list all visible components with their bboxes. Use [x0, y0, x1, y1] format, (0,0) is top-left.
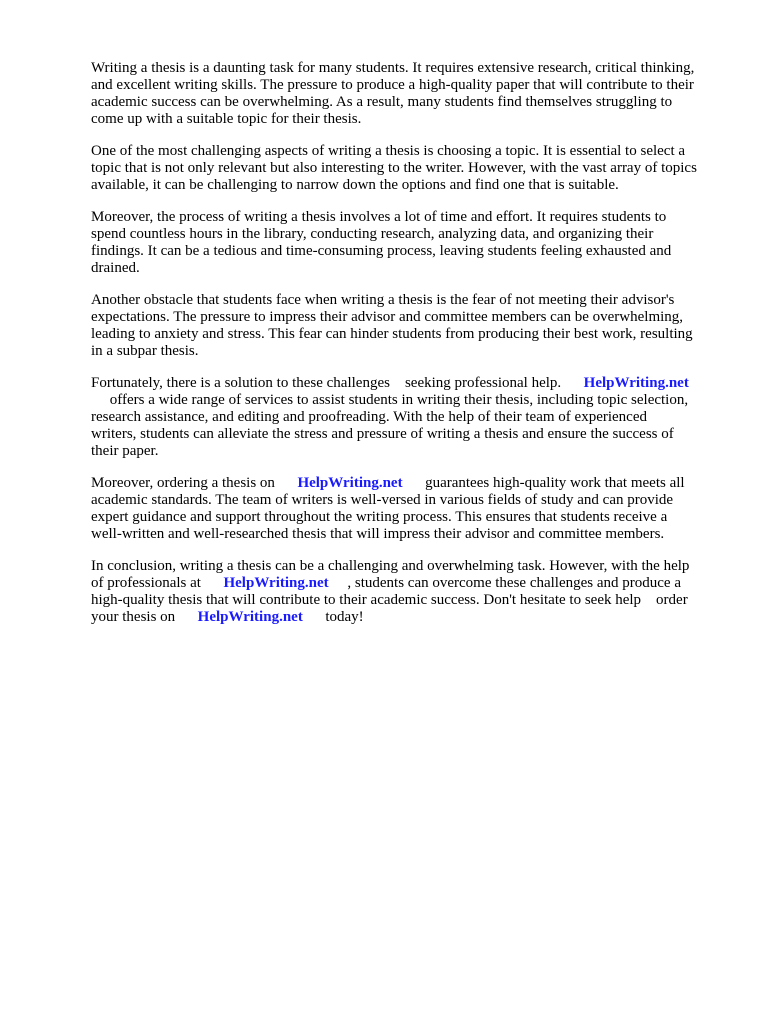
helpwriting-link[interactable]: HelpWriting.net: [223, 575, 329, 591]
helpwriting-link[interactable]: HelpWriting.net: [297, 475, 403, 491]
paragraph-ordering-text-1: Moreover, ordering a thesis on: [91, 475, 298, 491]
paragraph-ordering: [91, 475, 723, 543]
paragraph-solution-text-1: Fortunately, there is a solution to these challenges seeking professional help.: [91, 375, 584, 391]
paragraph-choosing-topic: One of the most challenging aspects of writing a thesis is choosing a topic. It is essential to select a topic that is not only relevant but also interesting to the writer. However, with the vast array of topics available, it can be challenging to narrow down the options and find one that is suitable.: [91, 143, 697, 193]
paragraph-solution: [91, 375, 723, 460]
paragraph-advisor-expectations: Another obstacle that students face when writing a thesis is the fear of not meeting their advisor's expectations. The pressure to impress their advisor and committee members can be overwhelming, leading to anxiety and stress. This fear can hinder students from producing their best work, resulting in a subpar thesis.: [91, 292, 693, 359]
paragraph-conclusion-text-3: today!: [302, 609, 364, 625]
paragraph-ordering-text-2: guarantees high-quality work that meets all academic standards. The team of writers is well-versed in various fields of study and can provide expert guidance and support throughout the writing process. This ensures that students receive a well-written and well-researched thesis that will impress their advisor and committee members.: [91, 475, 685, 542]
paragraph-time-effort: Moreover, the process of writing a thesis involves a lot of time and effort. It requires students to spend countless hours in the library, conducting research, analyzing data, and organizing their findings. It can be a tedious and time-consuming process, leaving students feeling exhausted and drained.: [91, 209, 672, 276]
paragraph-intro: Writing a thesis is a daunting task for many students. It requires extensive research, critical thinking, and excellent writing skills. The pressure to produce a high-quality paper that will contribute to their academic success can be overwhelming. As a result, many students find themselves struggling to come up with a suitable topic for their thesis.: [91, 60, 695, 127]
paragraph-conclusion: [91, 558, 723, 626]
helpwriting-link[interactable]: HelpWriting.net: [583, 375, 689, 391]
helpwriting-link[interactable]: HelpWriting.net: [197, 609, 303, 625]
paragraph-solution-text-2: offers a wide range of services to assist students in writing their thesis, including topic selection, research assistance, and editing and proofreading. With the help of their team of experienced writers, students can alleviate the stress and pressure of writing a thesis and ensure the success of their paper.: [91, 392, 689, 459]
paragraph-conclusion-text-1: In conclusion, writing a thesis can be a challenging and overwhelming task. However, with the help of professionals at: [91, 558, 690, 591]
paragraph-conclusion-text-2: , students can overcome these challenges and produce a high-quality thesis that will contribute to their academic success. Don't hesitate to seek help order your thesis on: [91, 575, 688, 625]
document-body: [91, 60, 723, 641]
